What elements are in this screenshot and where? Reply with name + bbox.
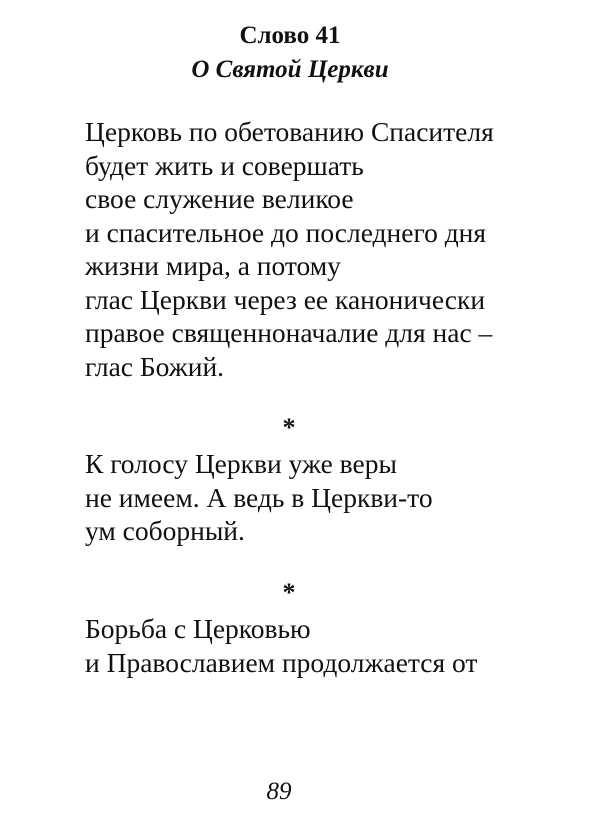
text-line: свое служение великое bbox=[85, 183, 354, 214]
text-line: будет жить и совершать bbox=[85, 149, 364, 181]
text-line: К голосу Церкви уже веры bbox=[85, 448, 397, 479]
separator-asterisk: * bbox=[282, 413, 296, 442]
paragraph-3 bbox=[85, 612, 477, 679]
chapter-title: О Святой Церкви bbox=[191, 56, 389, 83]
separator-asterisk: * bbox=[282, 578, 296, 607]
paragraph-2 bbox=[85, 447, 433, 548]
text-line: не имеем. А ведь в Церкви-то bbox=[85, 481, 433, 513]
text-line: и спасительное до последнего дня bbox=[85, 216, 487, 248]
text-line: Борьба с Церковью bbox=[85, 613, 311, 644]
text-line: Церковь по обетованию Спасителя bbox=[85, 116, 494, 147]
text-line: глас Церкви через ее канонически bbox=[85, 283, 486, 315]
chapter-number: Слово 41 bbox=[239, 22, 341, 49]
text-line: правое священноначалие для нас – bbox=[85, 317, 493, 348]
text-line: и Православием продолжается от bbox=[85, 646, 478, 678]
paragraph-1 bbox=[85, 115, 494, 383]
text-line: жизни мира, а потому bbox=[85, 250, 341, 281]
text-line: глас Божий. bbox=[85, 350, 225, 382]
page-number: 89 bbox=[266, 778, 292, 805]
text-line: ум соборный. bbox=[85, 515, 245, 546]
